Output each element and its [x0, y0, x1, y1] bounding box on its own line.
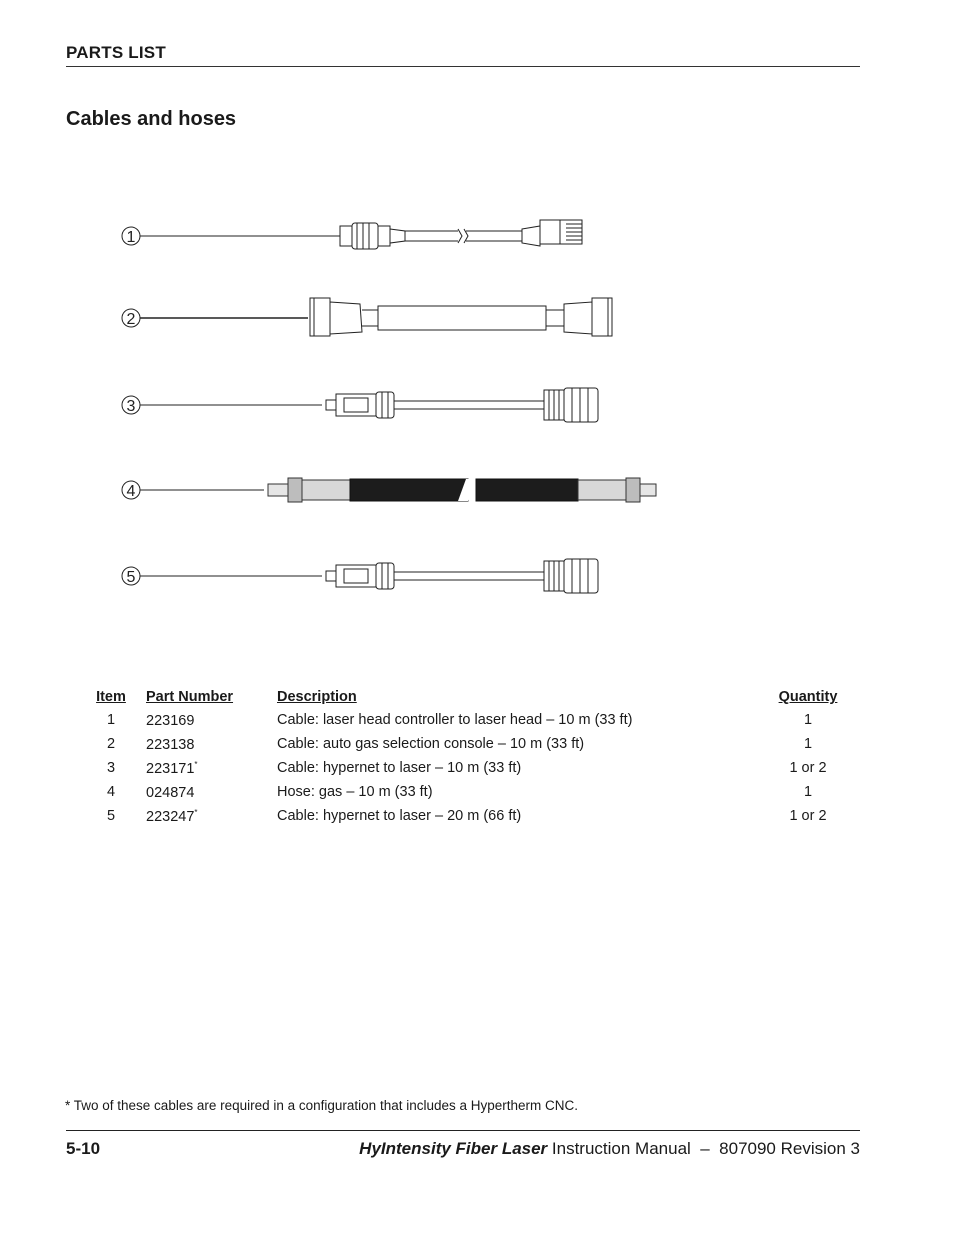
- cable-2-illustration: [122, 298, 612, 336]
- row-quantity: 1 or 2: [789, 760, 827, 776]
- product-name: HyIntensity Fiber Laser: [359, 1139, 548, 1158]
- row-description: Cable: auto gas selection console – 10 m (33 ft): [277, 736, 585, 752]
- row-quantity: 1: [803, 736, 813, 752]
- footnote-marker: *: [194, 760, 198, 769]
- column-header-quantity: Quantity: [778, 689, 838, 705]
- column-header-description: Description: [277, 689, 357, 705]
- hose-4-illustration: [122, 478, 656, 502]
- table-row: [76, 784, 848, 808]
- row-part-number: 223169: [146, 712, 195, 729]
- callout-5: 5: [126, 569, 136, 586]
- parts-table: [76, 688, 848, 832]
- page-number: 5-10: [66, 1139, 101, 1158]
- row-item: 5: [106, 808, 116, 824]
- column-header-item: Item: [96, 689, 126, 705]
- footnote-marker: *: [194, 808, 198, 817]
- footer-divider: [66, 1130, 860, 1131]
- callout-4: 4: [126, 483, 136, 500]
- cable-3-illustration: [122, 388, 598, 422]
- row-part-number: 223171*: [146, 760, 198, 777]
- callout-1: 1: [126, 229, 136, 246]
- cable-1-illustration: [122, 220, 582, 249]
- footer-manual-info: [359, 1139, 860, 1159]
- row-description: Cable: laser head controller to laser head – 10 m (33 ft): [277, 712, 633, 728]
- table-header-row: [76, 688, 848, 712]
- row-quantity: 1: [803, 712, 813, 728]
- table-row: [76, 808, 848, 832]
- row-item: 2: [106, 736, 116, 752]
- callout-3: 3: [126, 398, 136, 415]
- row-part-number: 223138: [146, 736, 195, 753]
- cable-5-illustration: [122, 559, 598, 593]
- row-item: 1: [106, 712, 116, 728]
- page-title: Cables and hoses: [66, 108, 237, 130]
- section-header: PARTS LIST: [66, 43, 860, 67]
- table-row: [76, 736, 848, 760]
- table-row: [76, 712, 848, 736]
- row-description: Cable: hypernet to laser – 10 m (33 ft): [277, 760, 522, 776]
- row-part-number: 223247*: [146, 808, 198, 825]
- row-description: Hose: gas – 10 m (33 ft): [277, 784, 433, 800]
- row-part-number: 024874: [146, 784, 195, 801]
- callout-2: 2: [126, 311, 136, 328]
- footnote: * Two of these cables are required in a configuration that includes a Hypertherm CNC.: [65, 1098, 579, 1113]
- row-quantity: 1: [803, 784, 813, 800]
- column-header-part-number: Part Number: [146, 689, 234, 705]
- row-item: 4: [106, 784, 116, 800]
- row-description: Cable: hypernet to laser – 20 m (66 ft): [277, 808, 522, 824]
- manual-revision: Instruction Manual – 807090 Revision 3: [547, 1139, 860, 1158]
- row-quantity: 1 or 2: [789, 808, 827, 824]
- table-row: [76, 760, 848, 784]
- row-item: 3: [106, 760, 116, 776]
